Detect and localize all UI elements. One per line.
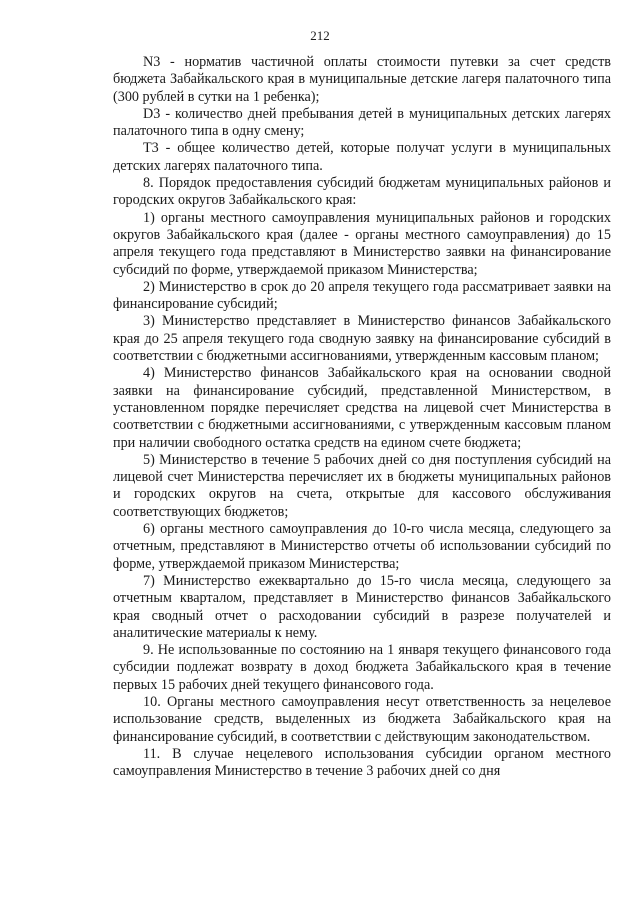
paragraph-n3-definition: N3 - норматив частичной оплаты стоимости путевки за счет средств бюджета Забайкальского края в муниципальные детские лагеря палаточного типа (300 рублей в сутки на 1 ребенка); xyxy=(113,54,611,105)
paragraph-item-1: 1) органы местного самоуправления муниципальных районов и городских округов Забайкальского края (далее - органы местного самоуправления) до 15 апреля текущего года представляют в Министерство заявки на финансирование субсидий по форме, утверждаемой приказом Министерства; xyxy=(113,209,611,278)
paragraph-item-2: 2) Министерство в срок до 20 апреля текущего года рассматривает заявки на финансирование субсидий; xyxy=(113,278,611,313)
paragraph-item-6: 6) органы местного самоуправления до 10-го числа месяца, следующего за отчетным, представляют в Министерство отчеты об использовании субсидий по форме, утверждаемой приказом Министерства; xyxy=(113,521,611,572)
paragraph-section-8: 8. Порядок предоставления субсидий бюджетам муниципальных районов и городских округов Забайкальского края: xyxy=(113,175,611,209)
page-number: 212 xyxy=(310,28,330,43)
paragraph-item-7: 7) Министерство ежеквартально до 15-го числа месяца, следующего за отчетным кварталом, представляет в Министерство финансов Забайкальского края сводный отчет о расходовании субсидий в разрезе получателей и аналитические материалы к нему. xyxy=(113,572,611,641)
paragraph-t3-definition: Т3 - общее количество детей, которые получат услуги в муниципальных детских лагерях палаточного типа. xyxy=(113,140,611,174)
paragraph-item-3: 3) Министерство представляет в Министерство финансов Забайкальского края до 25 апреля текущего года сводную заявку на финансирование субсидий в соответствии с бюджетными ассигнованиями, утвержденным кассовым планом; xyxy=(113,313,611,365)
paragraph-d3-definition: D3 - количество дней пребывания детей в муниципальных детских лагерях палаточного типа в одну смену; xyxy=(113,105,611,140)
document-body xyxy=(113,54,611,780)
paragraph-section-11: 11. В случае нецелевого использования субсидии органом местного самоуправления Министерство в течение 3 рабочих дней со дня xyxy=(113,745,611,780)
paragraph-section-10: 10. Органы местного самоуправления несут ответственность за нецелевое использование средств, выделенных из бюджета Забайкальского края на финансирование субсидий, в соответствии с действующим законодательством. xyxy=(113,693,611,745)
paragraph-item-5: 5) Министерство в течение 5 рабочих дней со дня поступления субсидий на лицевой счет Министерства перечисляет их в бюджеты муниципальных районов и городских округов на счета, открытые для кассового обслуживания соответствующих бюджетов; xyxy=(113,451,611,520)
paragraph-section-9: 9. Не использованные по состоянию на 1 января текущего финансового года субсидии подлежат возврату в доход бюджета Забайкальского края в течение первых 15 рабочих дней текущего финансового года. xyxy=(113,642,611,693)
paragraph-item-4: 4) Министерство финансов Забайкальского края на основании сводной заявки на финансирование субсидий, представленной Министерством, в установленном порядке перечисляет средства на лицевой счет Министерства в соответствии с бюджетными ассигнованиями, с утвержденным кассовым планом при наличии свободного остатка средств на едином счете бюджета; xyxy=(113,365,611,451)
